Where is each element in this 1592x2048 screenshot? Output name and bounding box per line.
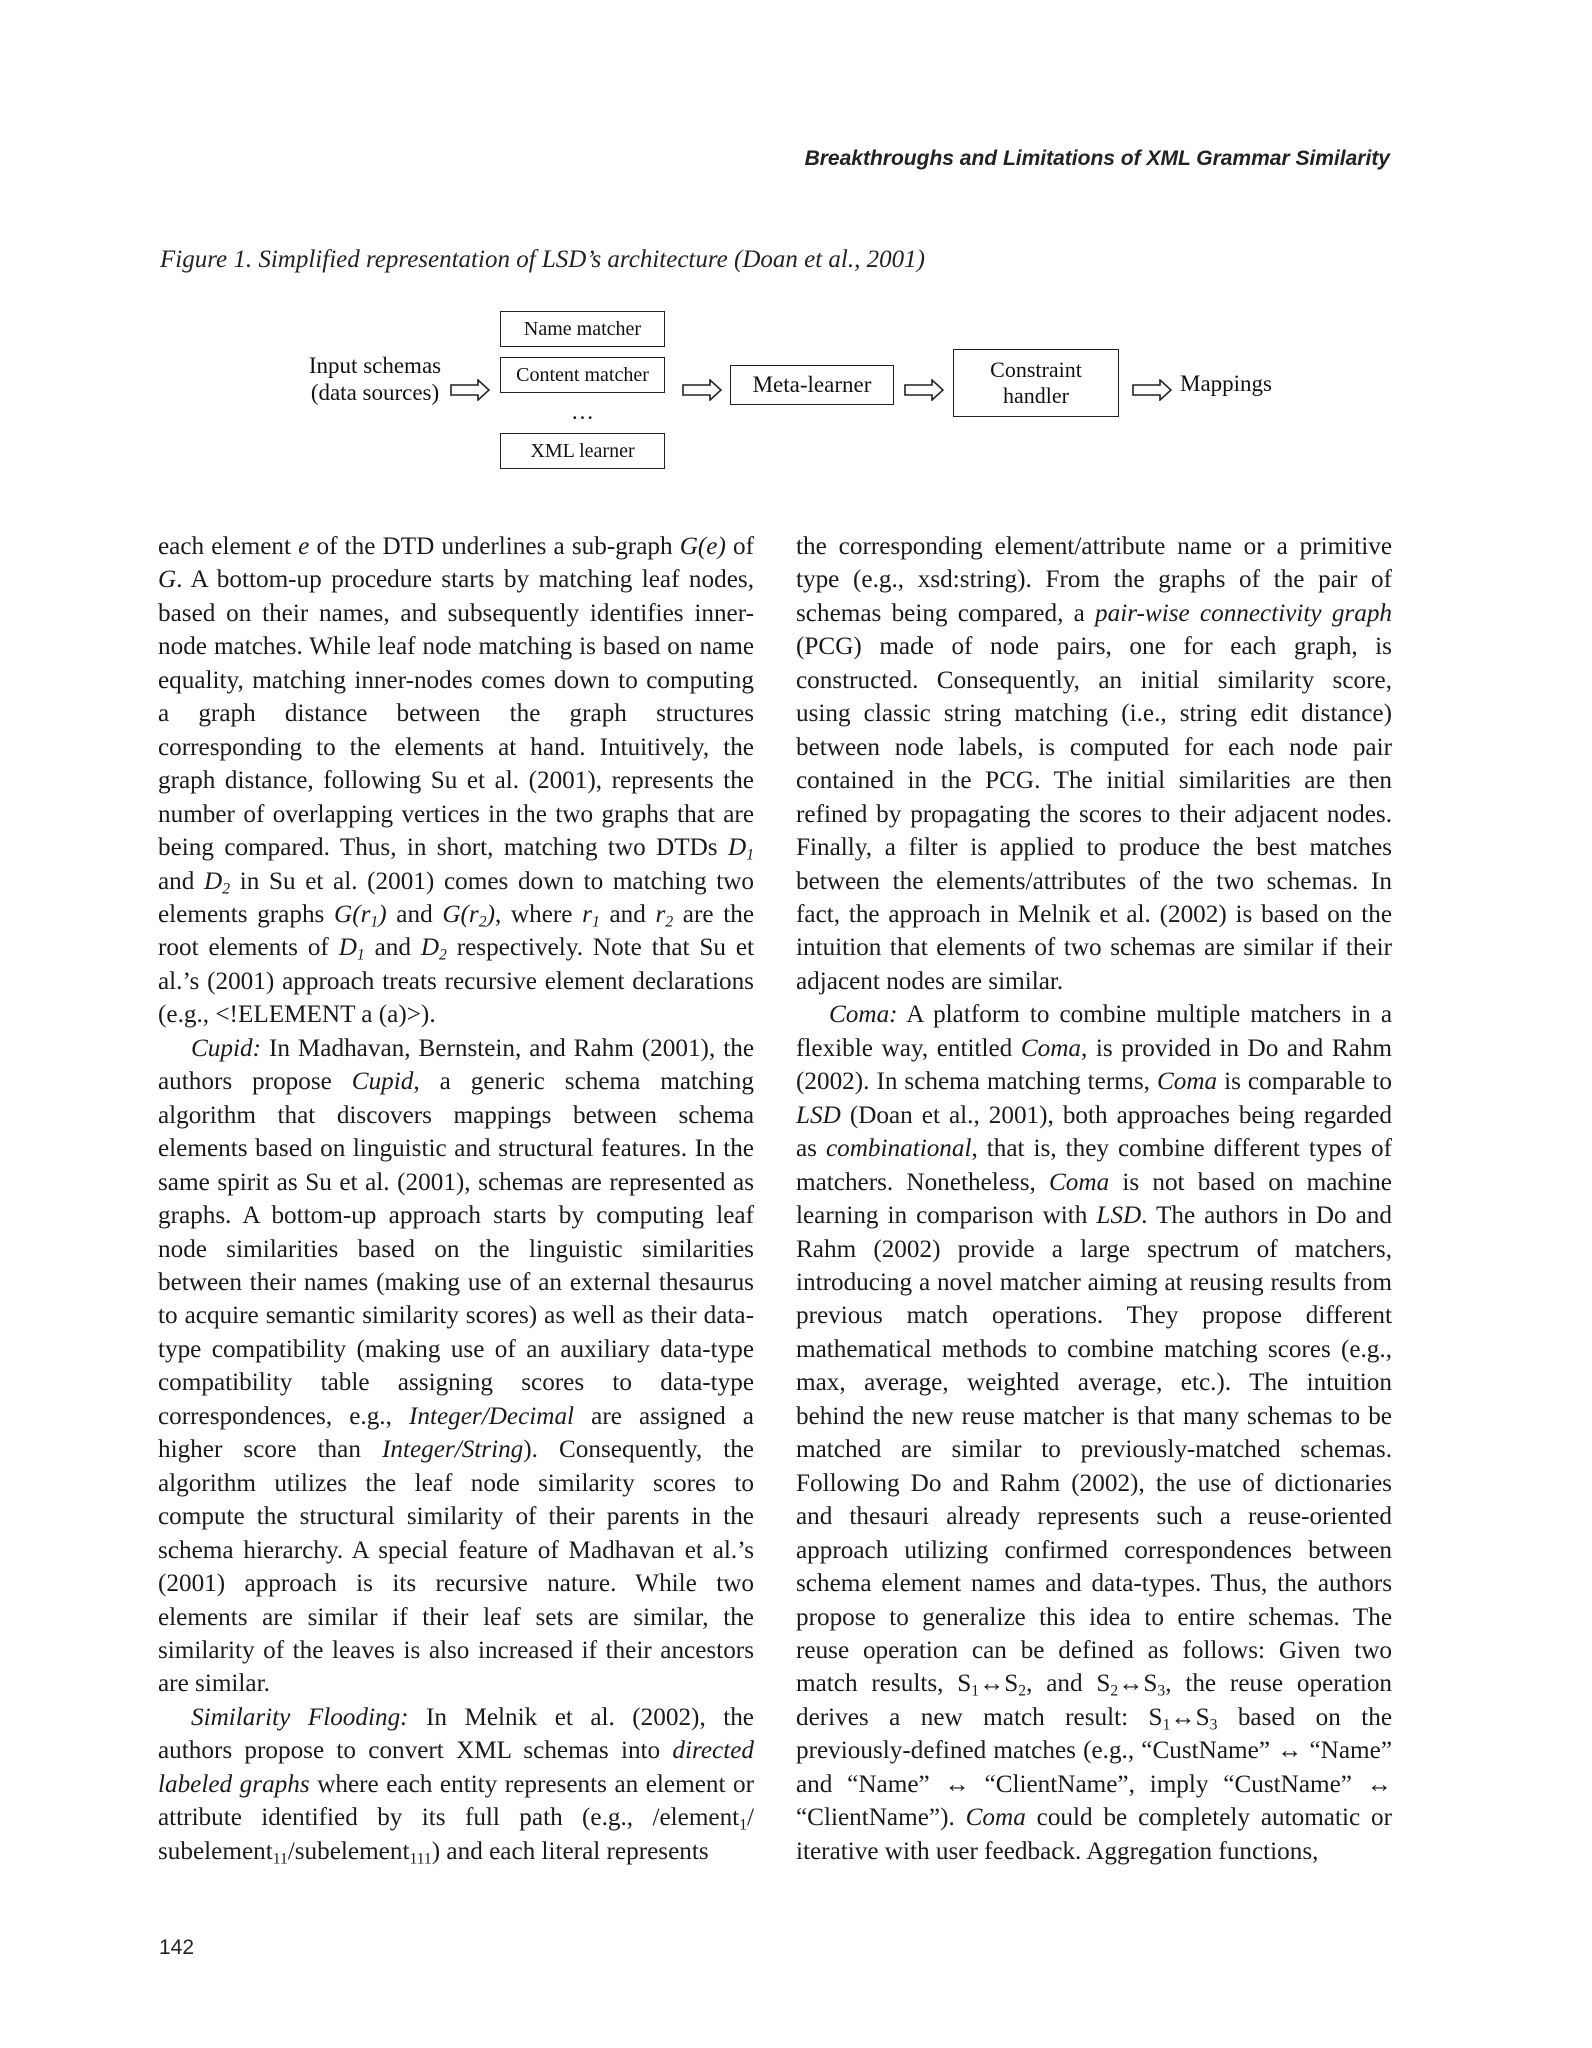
input-schemas-line1: Input schemas	[308, 353, 442, 378]
learners-ellipsis: …	[571, 399, 594, 424]
content-matcher-box: Content matcher	[500, 357, 665, 393]
arrow-icon	[450, 379, 490, 401]
body-right-column	[796, 530, 1392, 1868]
constraint-handler-line2: handler	[1003, 383, 1069, 408]
paragraph-cupid: Cupid: In Madhavan, Bernstein, and Rahm (2001), the authors propose Cupid, a generic schema matching algorithm that discovers mappings between schema elements based on linguistic and structural features. In the same spirit as Su et al. (2001), schemas are represented as graphs. A bottom-up approach starts by computing leaf node similarities based on the linguistic similarities between their names (making use of an external thesaurus to acquire semantic similarity scores) as well as their data-type compatibility (making use of an auxiliary data-type compatibility table assigning scores to data-type correspondences, e.g., Integer/Decimal are assigned a higher score than Integer/String). Consequently, the algorithm utilizes the leaf node similarity scores to compute the structural similarity of their parents in the schema hierarchy. A special feature of Madhavan et al.’s (2001) approach is its recursive nature. While two elements are similar if their leaf sets are similar, the similarity of the leaves is also increased if their ancestors are similar.	[158, 1034, 754, 1698]
running-header: Breakthroughs and Limitations of XML Grammar Similarity	[804, 147, 1390, 170]
arrow-icon	[682, 379, 722, 401]
arrow-icon	[904, 379, 944, 401]
figure-caption: Figure 1. Simplified representation of LSD’s architecture (Doan et al., 2001)	[160, 246, 925, 273]
arrow-icon	[1132, 379, 1172, 401]
mappings-label: Mappings	[1180, 371, 1272, 396]
name-matcher-box: Name matcher	[500, 311, 665, 347]
paragraph-pcg: the corresponding element/attribute name or a primitive type (e.g., xsd:string). From the graphs of the pair of schemas being compared, a pair-wise connectivity graph (PCG) made of node pairs, one for each graph, is constructed. Consequently, an initial similarity score, using classic string matching (i.e., string edit distance) between node labels, is computed for each node pair contained in the PCG. The initial similarities are then refined by propagating the scores to their adjacent nodes. Finally, a filter is applied to produce the best matches between the elements/attributes of the two schemas. In fact, the approach in Melnik et al. (2002) is based on the intuition that elements of two schemas are similar if their adjacent nodes are similar.	[796, 533, 1393, 995]
xml-learner-box: XML learner	[500, 433, 665, 469]
constraint-handler-box	[953, 349, 1119, 417]
paragraph-similarity-flooding: Similarity Flooding: In Melnik et al. (2002), the authors propose to convert XML schemas into directed labeled graphs where each entity represents an element or attribute identified by its full path (e.g., /element$_1$/ subelement$_{11}$/subelement$_{111}$) and each literal represents	[158, 1703, 754, 1868]
meta-learner-box: Meta-learner	[730, 365, 894, 405]
input-schemas-label	[290, 352, 460, 406]
body-left-column	[158, 530, 754, 1868]
constraint-handler-line1: Constraint	[990, 357, 1082, 382]
page-number: 142	[159, 1936, 195, 1959]
input-schemas-line2: (data sources)	[310, 380, 440, 405]
paragraph-su-et-al: each element e of the DTD underlines a sub-graph G(e) of G. A bottom-up procedure starts by matching leaf nodes, based on their names, and subsequently identifies inner-node matches. While leaf node matching is based on name equality, matching inner-nodes comes down to computing a graph distance between the graph structures corresponding to the elements at hand. Intuitively, the graph distance, following Su et al. (2001), represents the number of overlapping vertices in the two graphs that are being compared. Thus, in short, matching two DTDs $D_1$ and $D_2$ in Su et al. (2001) comes down to matching two elements graphs $G(r_1)$ and $G(r_2)$, where $r_1$ and $r_2$ are the root elements of $D_1$ and $D_2$ respectively. Note that Su et al.’s (2001) approach treats recursive element declarations (e.g., <!ELEMENT a (a)>).	[158, 533, 755, 1029]
paragraph-coma: Coma: A platform to combine multiple matchers in a flexible way, entitled Coma, is provided in Do and Rahm (2002). In schema matching terms, Coma is comparable to LSD (Doan et al., 2001), both approaches being regarded as combinational, that is, they combine different types of matchers. Nonetheless, Coma is not based on machine learning in comparison with LSD. The authors in Do and Rahm (2002) provide a large spectrum of matchers, introducing a novel matcher aiming at reusing results from previous match operations. They propose different mathematical methods to combine matching scores (e.g., max, average, weighted average, etc.). The intuition behind the new reuse matcher is that many schemas to be matched are similar to previously-matched schemas. Following Do and Rahm (2002), the use of dictionaries and thesauri already represents such a reuse-oriented approach utilizing confirmed correspondences between schema element names and data-types. Thus, the authors propose to generalize this idea to entire schemas. The reuse operation can be defined as follows: Given two match results, $S_1\leftrightarrow S_2$, and $S_2\leftrightarrow S_3$, the reuse operation derives a new match result: $S_1\leftrightarrow S_3$ based on the previously-defined matches (e.g., “CustName” ↔ “Name” and “Name” ↔ “ClientName”, imply “CustName” ↔ “ClientName”). Coma could be completely automatic or iterative with user feedback. Aggregation functions,	[796, 1001, 1393, 1865]
